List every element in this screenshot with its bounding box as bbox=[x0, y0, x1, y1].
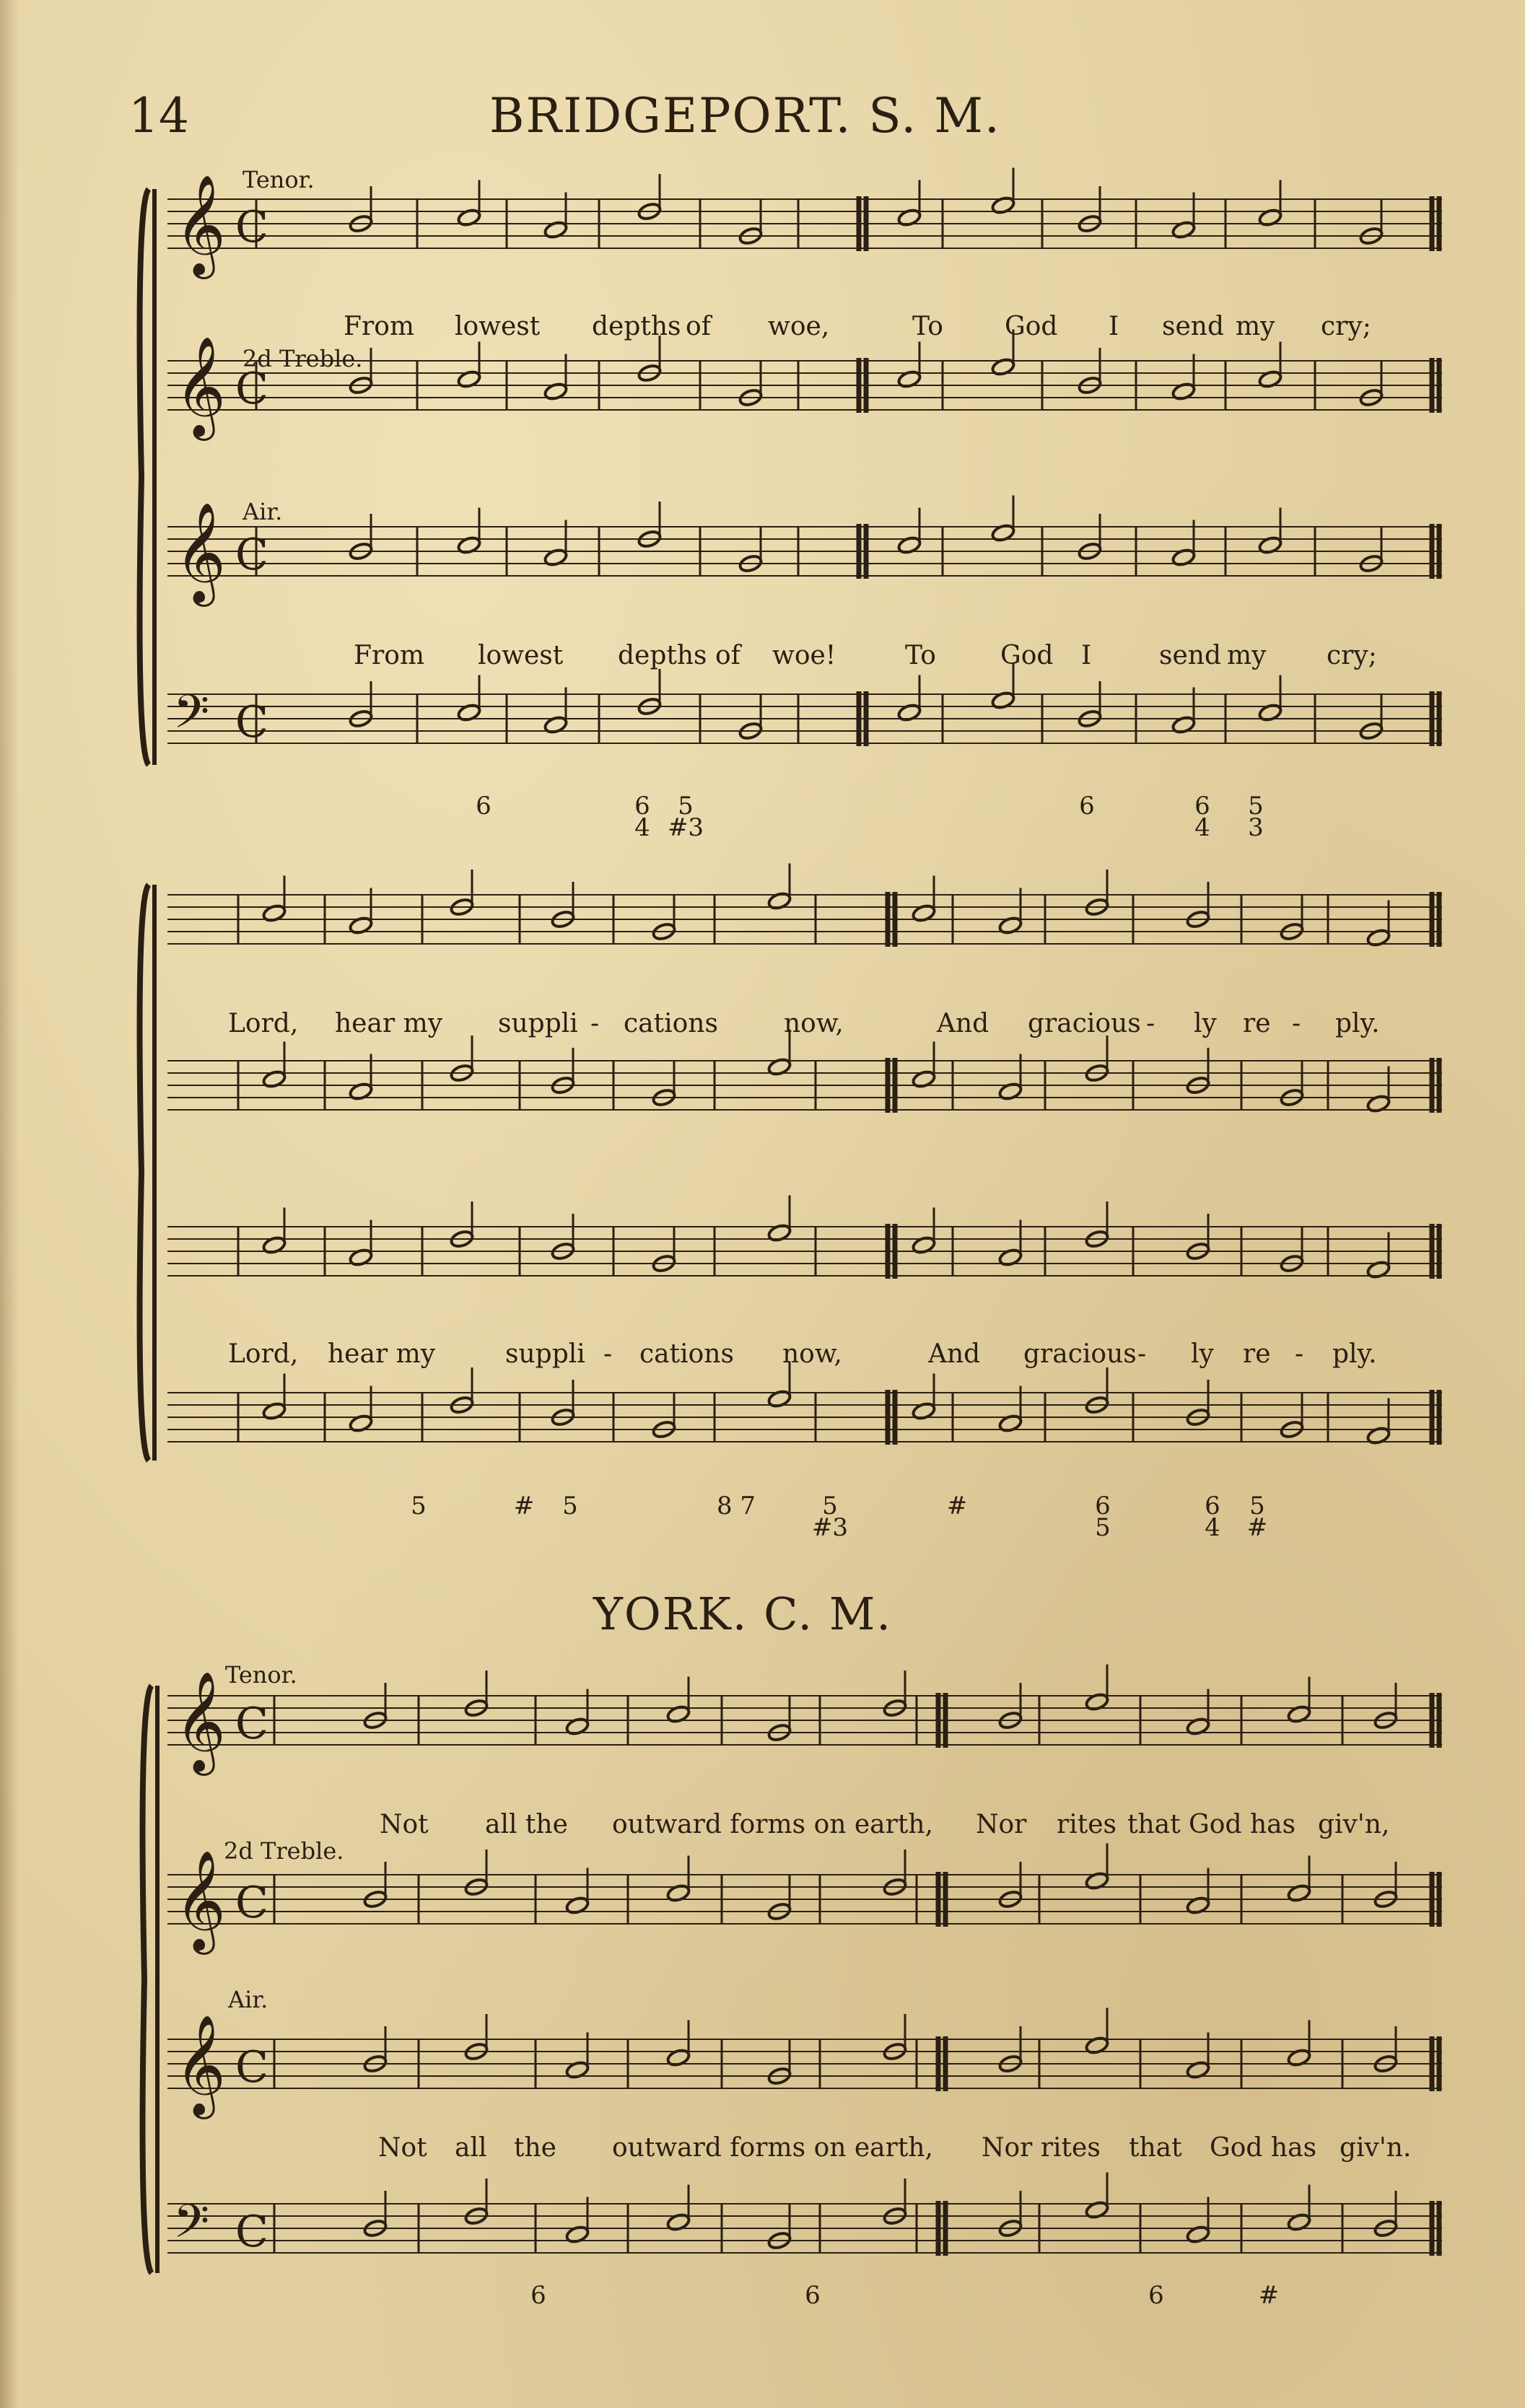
lyric: lowest bbox=[455, 312, 541, 341]
system-brace bbox=[140, 189, 149, 765]
half-note bbox=[1186, 1717, 1210, 1736]
figure: # bbox=[513, 1492, 535, 1520]
lyric: God bbox=[1000, 641, 1054, 670]
half-note bbox=[998, 1082, 1023, 1101]
half-note bbox=[897, 703, 922, 722]
bass-clef-icon: 𝄢 bbox=[173, 686, 210, 750]
figure: 6 bbox=[805, 2281, 821, 2310]
system-brace bbox=[140, 885, 149, 1461]
lyric: all the bbox=[485, 1810, 568, 1839]
treble-clef-icon: 𝄞 bbox=[175, 175, 226, 275]
half-note bbox=[565, 2225, 590, 2244]
half-note bbox=[767, 1389, 792, 1409]
system-brace bbox=[143, 1686, 152, 2273]
lyric: To bbox=[912, 312, 943, 341]
figure: 6 5 bbox=[1095, 1492, 1111, 1542]
lyric: From bbox=[354, 641, 424, 670]
lyric: I bbox=[1081, 641, 1092, 670]
lyric: suppli bbox=[505, 1339, 585, 1369]
common-time-icon: C bbox=[235, 202, 268, 253]
lyric: that God has bbox=[1127, 1810, 1296, 1839]
half-note bbox=[349, 1414, 373, 1433]
figure: 6 bbox=[1079, 792, 1095, 820]
lyric: ply. bbox=[1332, 1339, 1377, 1369]
half-note bbox=[991, 691, 1015, 710]
half-note bbox=[349, 1082, 373, 1101]
lyric: From bbox=[344, 312, 414, 341]
lyric: re bbox=[1243, 1339, 1271, 1369]
figure: 5 3 bbox=[1248, 792, 1264, 842]
lyric: woe! bbox=[772, 641, 836, 670]
half-note bbox=[1085, 1692, 1109, 1712]
lyric: cry; bbox=[1321, 312, 1371, 341]
lyric: now, bbox=[784, 1009, 844, 1038]
half-note bbox=[767, 1057, 792, 1077]
common-time-icon: C bbox=[235, 2207, 268, 2257]
half-note bbox=[991, 523, 1015, 543]
common-time-icon: C bbox=[235, 364, 268, 414]
lyric: - bbox=[1295, 1339, 1304, 1369]
lyric: cations bbox=[624, 1009, 718, 1038]
voice-label-second-treble: 2d Treble. bbox=[242, 345, 363, 372]
half-note bbox=[897, 208, 922, 227]
treble-clef-icon: 𝄞 bbox=[175, 1850, 226, 1951]
half-note bbox=[349, 916, 373, 935]
voice-label-second-treble: 2d Treble. bbox=[224, 1837, 344, 1865]
half-note bbox=[666, 1883, 691, 1903]
lyric: ply. bbox=[1335, 1009, 1380, 1038]
treble-clef-icon: 𝄞 bbox=[175, 1671, 226, 1772]
lyric: Not bbox=[378, 2133, 427, 2163]
half-note bbox=[1171, 220, 1196, 240]
voice-label-air: Air. bbox=[242, 498, 283, 525]
bass-clef-icon: 𝄢 bbox=[173, 2195, 210, 2260]
lyric: my bbox=[1236, 312, 1275, 341]
lyric: Lord, bbox=[228, 1339, 299, 1369]
lyric: Lord, bbox=[228, 1009, 299, 1038]
figure: 6 bbox=[530, 2281, 546, 2310]
half-note bbox=[543, 382, 568, 401]
half-note bbox=[1085, 1871, 1109, 1891]
half-note bbox=[897, 535, 922, 555]
half-note bbox=[543, 715, 568, 735]
lyric: giv'n. bbox=[1340, 2133, 1412, 2163]
lyric: that bbox=[1129, 2133, 1182, 2163]
figure: 5 bbox=[411, 1492, 427, 1520]
voice-label-tenor: Tenor. bbox=[242, 166, 315, 193]
lyric: now, bbox=[782, 1339, 842, 1369]
lyric: God has bbox=[1210, 2133, 1317, 2163]
half-note bbox=[262, 1401, 287, 1421]
half-note bbox=[1366, 1426, 1391, 1445]
common-time-icon: C bbox=[235, 2042, 268, 2093]
half-note bbox=[1186, 2225, 1210, 2244]
half-note bbox=[1085, 2036, 1109, 2055]
lyric: - bbox=[590, 1009, 600, 1038]
lyric: Not bbox=[380, 1810, 429, 1839]
lyric: woe, bbox=[768, 312, 830, 341]
lyric: Nor bbox=[976, 1810, 1027, 1839]
common-time-icon: C bbox=[235, 1699, 268, 1749]
half-note bbox=[1258, 369, 1283, 389]
half-note bbox=[998, 916, 1023, 935]
lyric: God bbox=[1005, 312, 1058, 341]
half-note bbox=[666, 2212, 691, 2232]
half-note bbox=[1366, 1094, 1391, 1113]
figure: 6 bbox=[1148, 2281, 1164, 2310]
lyric: hear my bbox=[328, 1339, 436, 1369]
half-note bbox=[912, 1069, 936, 1089]
half-note bbox=[767, 891, 792, 911]
lyric: of bbox=[686, 312, 711, 341]
figure: 5 #3 bbox=[667, 792, 704, 842]
lyric: all bbox=[455, 2133, 487, 2163]
lyric: send bbox=[1162, 312, 1225, 341]
lyric: lowest bbox=[478, 641, 564, 670]
half-note bbox=[262, 1069, 287, 1089]
lyric: hear my bbox=[335, 1009, 443, 1038]
half-note bbox=[666, 2048, 691, 2067]
half-note bbox=[565, 2060, 590, 2080]
lyric: re bbox=[1243, 1009, 1271, 1038]
lyric: gracious bbox=[1028, 1009, 1141, 1038]
page-title: BRIDGEPORT. S. M. bbox=[489, 88, 1001, 144]
half-note bbox=[897, 369, 922, 389]
half-note bbox=[543, 220, 568, 240]
voice-label-tenor: Tenor. bbox=[225, 1661, 297, 1689]
voice-label-air: Air. bbox=[228, 1986, 268, 2013]
lyric: the bbox=[514, 2133, 556, 2163]
lyric: rites bbox=[1057, 1810, 1117, 1839]
half-note bbox=[543, 548, 568, 567]
half-note bbox=[1287, 1883, 1311, 1903]
half-note bbox=[1258, 535, 1283, 555]
figure: 6 4 bbox=[634, 792, 650, 842]
lyric: my bbox=[1227, 641, 1267, 670]
half-note bbox=[457, 703, 481, 722]
lyric: - bbox=[1137, 1339, 1147, 1369]
lyric: ly bbox=[1191, 1339, 1214, 1369]
lyric: And bbox=[928, 1339, 981, 1369]
page-number: 14 bbox=[128, 88, 189, 144]
lyric: I bbox=[1109, 312, 1119, 341]
half-note bbox=[912, 1235, 936, 1255]
half-note bbox=[457, 208, 481, 227]
lyric: Nor rites bbox=[982, 2133, 1101, 2163]
treble-clef-icon: 𝄞 bbox=[175, 336, 226, 437]
half-note bbox=[1287, 1704, 1311, 1724]
lyric: To bbox=[905, 641, 936, 670]
lyric: send bbox=[1159, 641, 1222, 670]
half-note bbox=[1171, 715, 1196, 735]
lyric: outward forms on earth, bbox=[612, 2133, 933, 2163]
figure: 5 bbox=[562, 1492, 578, 1520]
half-note bbox=[1258, 703, 1283, 722]
treble-clef-icon: 𝄞 bbox=[175, 2015, 226, 2115]
figure: 6 4 bbox=[1205, 1492, 1220, 1542]
common-time-icon: C bbox=[235, 1878, 268, 1928]
lyric: cations bbox=[639, 1339, 734, 1369]
half-note bbox=[565, 1896, 590, 1915]
tune-title-york: YORK. C. M. bbox=[593, 1588, 893, 1640]
treble-clef-icon: 𝄞 bbox=[175, 502, 226, 603]
lyric: depths of bbox=[618, 641, 740, 670]
lyric: - bbox=[603, 1339, 613, 1369]
half-note bbox=[998, 1414, 1023, 1433]
half-note bbox=[1287, 2048, 1311, 2067]
common-time-icon: C bbox=[235, 697, 268, 748]
half-note bbox=[262, 1235, 287, 1255]
half-note bbox=[991, 357, 1015, 377]
half-note bbox=[262, 903, 287, 923]
half-note bbox=[1366, 928, 1391, 947]
half-note bbox=[1366, 1260, 1391, 1279]
lyric: outward forms on earth, bbox=[612, 1810, 933, 1839]
half-note bbox=[912, 1401, 936, 1421]
half-note bbox=[991, 196, 1015, 215]
lyric: - bbox=[1292, 1009, 1301, 1038]
lyric: depths bbox=[592, 312, 681, 341]
half-note bbox=[457, 369, 481, 389]
figure: # bbox=[1258, 2281, 1280, 2310]
lyric: suppli bbox=[498, 1009, 578, 1038]
lyric: gracious bbox=[1023, 1339, 1137, 1369]
half-note bbox=[1186, 1896, 1210, 1915]
half-note bbox=[1171, 382, 1196, 401]
lyric: And bbox=[937, 1009, 989, 1038]
half-note bbox=[998, 1248, 1023, 1267]
common-time-icon: C bbox=[235, 530, 268, 580]
half-note bbox=[1287, 2212, 1311, 2232]
lyric: ly bbox=[1194, 1009, 1217, 1038]
figure: 5 # bbox=[1246, 1492, 1268, 1542]
half-note bbox=[1085, 2200, 1109, 2220]
half-note bbox=[565, 1717, 590, 1736]
figure: 8 7 bbox=[716, 1492, 756, 1520]
lyric: - bbox=[1146, 1009, 1155, 1038]
figure: # bbox=[946, 1492, 968, 1520]
lyric: cry; bbox=[1327, 641, 1377, 670]
half-note bbox=[912, 903, 936, 923]
lyric: giv'n, bbox=[1318, 1810, 1390, 1839]
half-note bbox=[1171, 548, 1196, 567]
half-note bbox=[1258, 208, 1283, 227]
figure: 6 bbox=[476, 792, 491, 820]
half-note bbox=[1186, 2060, 1210, 2080]
half-note bbox=[767, 1223, 792, 1243]
figure: 5 #3 bbox=[811, 1492, 849, 1542]
half-note bbox=[349, 1248, 373, 1267]
figure: 6 4 bbox=[1194, 792, 1210, 842]
half-note bbox=[666, 1704, 691, 1724]
half-note bbox=[457, 535, 481, 555]
